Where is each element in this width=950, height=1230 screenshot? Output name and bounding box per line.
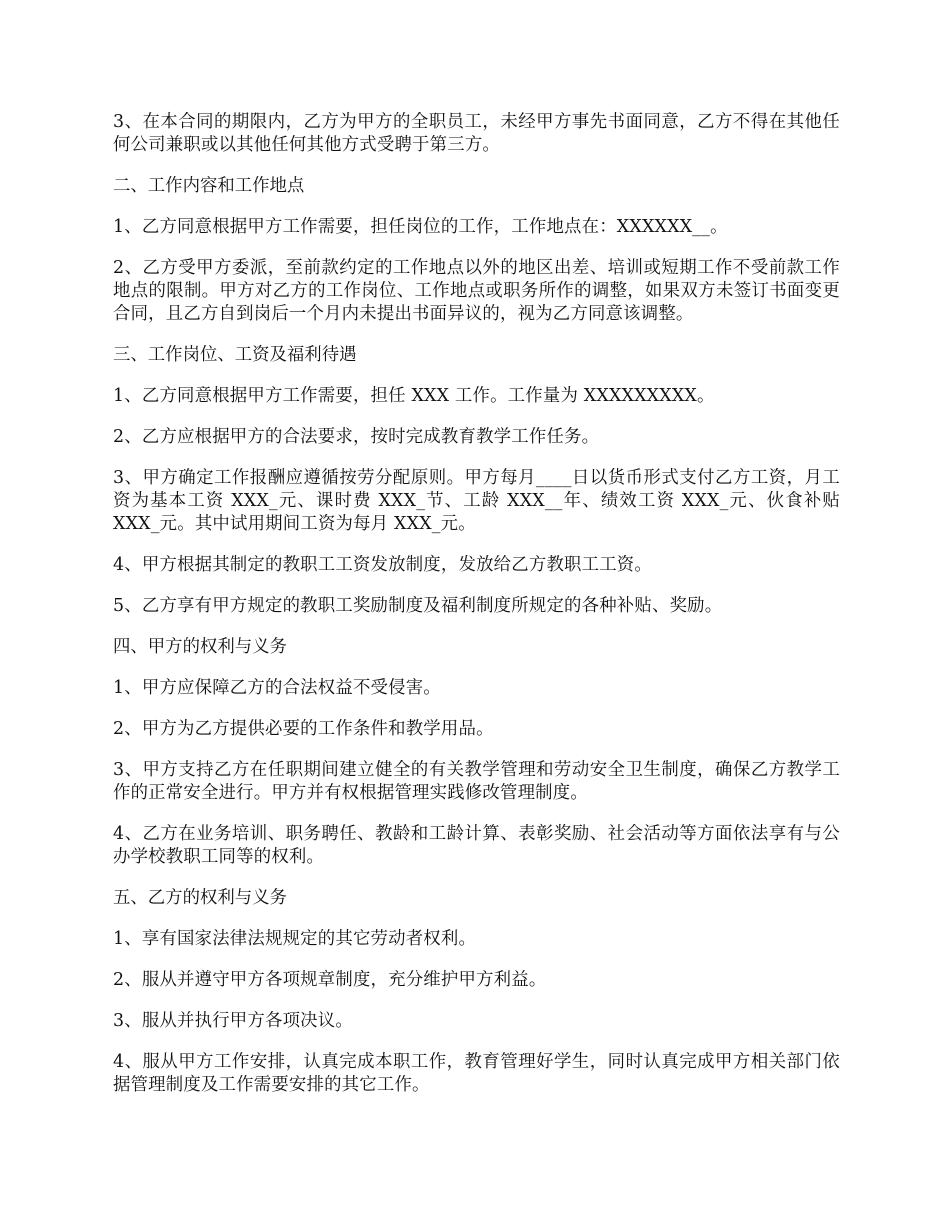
paragraph: 4、服从甲方工作安排，认真完成本职工作，教育管理好学生，同时认真完成甲方相关部门依据管理制度及工作需要安排的其它工作。 (113, 1052, 840, 1095)
section-heading: 二、工作内容和工作地点 (113, 176, 305, 196)
paragraph: 3、服从并执行甲方各项决议。 (113, 1011, 353, 1031)
section-heading: 三、工作岗位、工资及福利待遇 (113, 345, 357, 365)
paragraph: 1、乙方同意根据甲方工作需要，担任 XXX 工作。工作量为 XXXXXXXXX。 (113, 386, 715, 406)
section-heading: 四、甲方的权利与义务 (113, 637, 287, 657)
paragraph: 4、甲方根据其制定的教职工工资发放制度，发放给乙方教职工工资。 (113, 555, 652, 575)
paragraph: 1、乙方同意根据甲方工作需要，担任岗位的工作，工作地点在：XXXXXX__。 (113, 217, 728, 237)
paragraph: 2、乙方受甲方委派，至前款约定的工作地点以外的地区出差、培训或短期工作不受前款工作地点的限制。甲方对乙方的工作岗位、工作地点或职务所作的调整，如果双方未签订书面变更合同，且乙方自到岗后一个月内未提出书面异议的，视为乙方同意该调整。 (113, 258, 840, 324)
paragraph: 2、乙方应根据甲方的合法要求，按时完成教育教学工作任务。 (113, 427, 600, 447)
paragraph: 5、乙方享有甲方规定的教职工奖励制度及福利制度所规定的各种补贴、奖励。 (113, 596, 723, 616)
section-heading: 五、乙方的权利与义务 (113, 888, 287, 908)
paragraph: 1、享有国家法律法规规定的其它劳动者权利。 (113, 929, 477, 949)
paragraph: 3、甲方确定工作报酬应遵循按劳分配原则。甲方每月____日以货币形式支付乙方工资，月工资为基本工资 XXX_元、课时费 XXX_节、工龄 XXX__年、绩效工资 XXX_元、伙食补贴 XXX_元。其中试用期间工资为每月 XXX_元。 (113, 468, 840, 534)
paragraph: 2、甲方为乙方提供必要的工作条件和教学用品。 (113, 719, 494, 739)
paragraph: 3、甲方支持乙方在任职期间建立健全的有关教学管理和劳动安全卫生制度，确保乙方教学工作的正常安全进行。甲方并有权根据管理实践修改管理制度。 (113, 760, 840, 803)
document-body (113, 111, 840, 1115)
paragraph: 1、甲方应保障乙方的合法权益不受侵害。 (113, 678, 441, 698)
paragraph: 3、在本合同的期限内，乙方为甲方的全职员工，未经甲方事先书面同意，乙方不得在其他任何公司兼职或以其他任何其他方式受聘于第三方。 (113, 112, 840, 155)
paragraph: 4、乙方在业务培训、职务聘任、教龄和工龄计算、表彰奖励、社会活动等方面依法享有与公办学校教职工同等的权利。 (113, 824, 840, 867)
paragraph: 2、服从并遵守甲方各项规章制度，充分维护甲方利益。 (113, 970, 547, 990)
